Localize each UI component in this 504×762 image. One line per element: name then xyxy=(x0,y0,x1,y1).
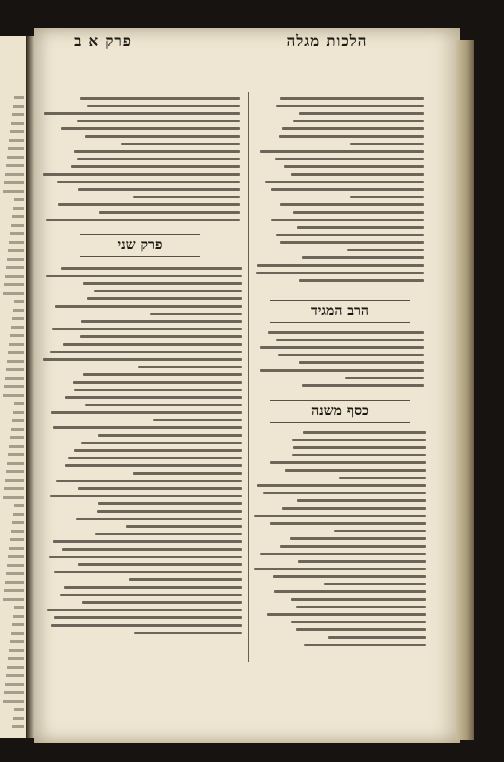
facing-text-line xyxy=(4,691,24,694)
text-line xyxy=(71,165,240,168)
text-line xyxy=(302,256,424,259)
right-column-block-2 xyxy=(254,326,424,392)
text-line xyxy=(298,560,426,563)
facing-text-line xyxy=(6,674,24,677)
text-line xyxy=(276,234,424,237)
facing-text-line xyxy=(8,453,24,456)
text-line xyxy=(304,644,426,647)
text-line xyxy=(254,568,426,571)
text-line xyxy=(276,339,424,342)
text-line xyxy=(50,495,242,498)
facing-text-line xyxy=(12,215,24,218)
text-line xyxy=(271,188,424,191)
facing-text-line xyxy=(3,292,24,295)
text-line xyxy=(87,105,240,108)
facing-text-line xyxy=(12,419,24,422)
text-line xyxy=(328,636,426,639)
text-line xyxy=(280,241,424,244)
text-line xyxy=(350,196,424,199)
text-line xyxy=(296,628,426,631)
facing-text-line xyxy=(13,105,24,108)
text-line xyxy=(296,606,426,609)
facing-text-line xyxy=(5,581,24,584)
text-line xyxy=(83,282,242,285)
text-line xyxy=(62,548,242,551)
text-line xyxy=(83,373,242,376)
text-line xyxy=(65,396,242,399)
facing-text-line xyxy=(3,394,24,397)
facing-text-line xyxy=(10,130,24,133)
text-line xyxy=(270,522,426,525)
facing-text-line xyxy=(8,657,24,660)
facing-text-line xyxy=(5,377,24,380)
text-line xyxy=(260,346,424,349)
facing-text-line xyxy=(12,623,24,626)
text-line xyxy=(293,211,424,214)
text-line xyxy=(80,335,242,338)
right-column-block-3 xyxy=(254,426,426,651)
text-line xyxy=(81,442,242,445)
facing-text-line xyxy=(7,360,24,363)
text-line xyxy=(270,461,426,464)
text-line xyxy=(99,211,240,214)
text-line xyxy=(126,525,242,528)
facing-text-line xyxy=(4,385,24,388)
facing-text-line xyxy=(13,717,24,720)
text-line xyxy=(51,624,242,627)
text-line xyxy=(58,203,240,206)
text-line xyxy=(54,571,242,574)
text-line xyxy=(275,158,424,161)
facing-text-line xyxy=(4,181,24,184)
text-line xyxy=(291,173,425,176)
heading-perek-sheni: פרק שני xyxy=(80,234,200,257)
facing-text-line xyxy=(14,606,24,609)
facing-text-line xyxy=(7,258,24,261)
facing-text-line xyxy=(8,351,24,354)
facing-text-line xyxy=(11,326,24,329)
text-line xyxy=(55,305,242,308)
text-line xyxy=(291,621,426,624)
text-line xyxy=(324,583,426,586)
text-line xyxy=(303,431,426,434)
page-fore-edge xyxy=(456,40,474,740)
text-line xyxy=(153,419,242,422)
facing-text-line xyxy=(9,139,24,142)
facing-text-line xyxy=(8,249,24,252)
text-line xyxy=(273,575,426,578)
text-line xyxy=(260,369,424,372)
text-line xyxy=(78,487,242,490)
text-line xyxy=(85,135,240,138)
text-line xyxy=(268,331,424,334)
text-line xyxy=(299,112,424,115)
text-line xyxy=(121,143,240,146)
text-line xyxy=(260,150,424,153)
text-line xyxy=(292,454,426,457)
text-line xyxy=(53,426,242,429)
text-line xyxy=(280,203,424,206)
text-line xyxy=(80,97,240,100)
facing-text-line xyxy=(9,445,24,448)
facing-text-line xyxy=(12,113,24,116)
facing-text-line xyxy=(10,334,24,337)
text-line xyxy=(257,264,424,267)
text-line xyxy=(46,275,242,278)
text-line xyxy=(256,272,424,275)
text-line xyxy=(293,120,424,123)
column-rule xyxy=(248,92,249,662)
facing-text-line xyxy=(12,725,24,728)
facing-text-line xyxy=(5,683,24,686)
facing-text-line xyxy=(13,615,24,618)
text-line xyxy=(54,616,242,619)
text-line xyxy=(43,358,242,361)
facing-text-line xyxy=(10,436,24,439)
text-line xyxy=(334,530,426,533)
facing-text-line xyxy=(3,700,24,703)
text-line xyxy=(276,105,424,108)
text-line xyxy=(254,515,426,518)
text-line xyxy=(74,150,240,153)
running-head-left: פרק א ב xyxy=(74,32,132,50)
facing-text-line xyxy=(7,564,24,567)
text-line xyxy=(73,381,242,384)
text-line xyxy=(257,484,426,487)
facing-text-line xyxy=(10,640,24,643)
text-line xyxy=(282,507,426,510)
text-line xyxy=(133,196,240,199)
text-line xyxy=(347,249,424,252)
facing-text-line xyxy=(10,538,24,541)
text-line xyxy=(284,165,424,168)
text-line xyxy=(74,449,242,452)
text-line xyxy=(297,226,424,229)
facing-text-line xyxy=(6,470,24,473)
text-line xyxy=(46,219,240,222)
text-line xyxy=(65,464,242,467)
text-line xyxy=(299,279,424,282)
text-line xyxy=(302,384,424,387)
facing-text-line xyxy=(3,496,24,499)
facing-text-line xyxy=(10,232,24,235)
facing-text-line xyxy=(11,428,24,431)
facing-text-line xyxy=(4,589,24,592)
text-line xyxy=(95,533,242,536)
text-line xyxy=(274,590,426,593)
text-line xyxy=(61,127,240,130)
facing-text-line xyxy=(9,547,24,550)
text-line xyxy=(85,404,242,407)
facing-text-line xyxy=(6,266,24,269)
text-line xyxy=(78,188,240,191)
text-line xyxy=(267,613,426,616)
text-line xyxy=(138,366,242,369)
left-column-block-2 xyxy=(40,262,242,639)
text-line xyxy=(60,594,242,597)
text-line xyxy=(87,297,242,300)
facing-text-line xyxy=(9,241,24,244)
facing-text-line xyxy=(4,283,24,286)
text-line xyxy=(279,135,424,138)
facing-text-line xyxy=(5,275,24,278)
text-line xyxy=(77,120,240,123)
facing-text-line xyxy=(14,96,24,99)
text-line xyxy=(98,434,242,437)
heading-kesef-mishneh: כסף משנה xyxy=(270,400,410,423)
text-line xyxy=(297,499,426,502)
facing-text-line xyxy=(7,156,24,159)
text-line xyxy=(280,97,424,100)
text-line xyxy=(98,502,242,505)
text-line xyxy=(285,469,426,472)
text-line xyxy=(350,143,424,146)
text-line xyxy=(292,439,426,442)
facing-text-line xyxy=(13,309,24,312)
text-line xyxy=(56,480,242,483)
text-line xyxy=(52,328,242,331)
facing-text-line xyxy=(9,649,24,652)
text-line xyxy=(64,586,242,589)
facing-text-line xyxy=(7,666,24,669)
facing-text-line xyxy=(13,411,24,414)
facing-text-line xyxy=(11,530,24,533)
text-line xyxy=(345,377,424,380)
facing-text-line xyxy=(14,708,24,711)
text-line xyxy=(77,158,240,161)
facing-text-line xyxy=(6,572,24,575)
text-line xyxy=(134,632,242,635)
text-line xyxy=(290,537,426,540)
facing-text-line xyxy=(12,317,24,320)
facing-text-line xyxy=(14,300,24,303)
text-line xyxy=(271,219,424,222)
facing-page-edge xyxy=(0,36,27,738)
facing-text-line xyxy=(9,343,24,346)
text-line xyxy=(57,181,240,184)
facing-text-line xyxy=(5,479,24,482)
text-line xyxy=(49,556,242,559)
text-line xyxy=(44,112,240,115)
facing-text-line xyxy=(12,521,24,524)
text-line xyxy=(339,477,426,480)
text-line xyxy=(129,578,243,581)
text-line xyxy=(133,472,242,475)
facing-text-line xyxy=(3,598,24,601)
text-line xyxy=(68,457,242,460)
text-line xyxy=(53,540,242,543)
text-line xyxy=(82,601,242,604)
facing-text-line xyxy=(14,402,24,405)
text-line xyxy=(282,127,424,130)
facing-text-line xyxy=(11,224,24,227)
text-line xyxy=(278,354,424,357)
text-line xyxy=(61,267,242,270)
text-line xyxy=(50,351,242,354)
text-line xyxy=(94,290,242,293)
text-line xyxy=(74,389,242,392)
facing-text-line xyxy=(11,122,24,125)
left-column-block-1 xyxy=(40,92,240,226)
facing-text-line xyxy=(4,487,24,490)
facing-text-line xyxy=(14,504,24,507)
text-line xyxy=(78,563,242,566)
text-line xyxy=(299,361,424,364)
text-line xyxy=(63,343,242,346)
facing-text-line xyxy=(8,555,24,558)
text-line xyxy=(291,598,426,601)
text-line xyxy=(97,510,242,513)
facing-text-line xyxy=(8,147,24,150)
text-line xyxy=(280,545,426,548)
facing-text-line xyxy=(5,173,24,176)
running-head-right: הלכות מגלה xyxy=(286,32,368,50)
facing-text-line xyxy=(13,513,24,516)
facing-text-line xyxy=(14,198,24,201)
facing-text-line xyxy=(7,462,24,465)
text-line xyxy=(76,518,242,521)
text-line xyxy=(43,173,240,176)
right-column-block-1 xyxy=(254,92,424,287)
facing-text-line xyxy=(6,368,24,371)
text-line xyxy=(265,181,424,184)
facing-text-line xyxy=(13,207,24,210)
text-line xyxy=(47,609,242,612)
text-line xyxy=(263,492,426,495)
facing-text-line xyxy=(3,190,24,193)
text-line xyxy=(260,553,426,556)
facing-text-line xyxy=(6,164,24,167)
text-line xyxy=(293,446,426,449)
heading-maggid: הרב המגיד xyxy=(270,300,410,323)
text-line xyxy=(51,411,242,414)
text-line xyxy=(150,313,242,316)
facing-text-line xyxy=(11,632,24,635)
text-line xyxy=(81,320,242,323)
